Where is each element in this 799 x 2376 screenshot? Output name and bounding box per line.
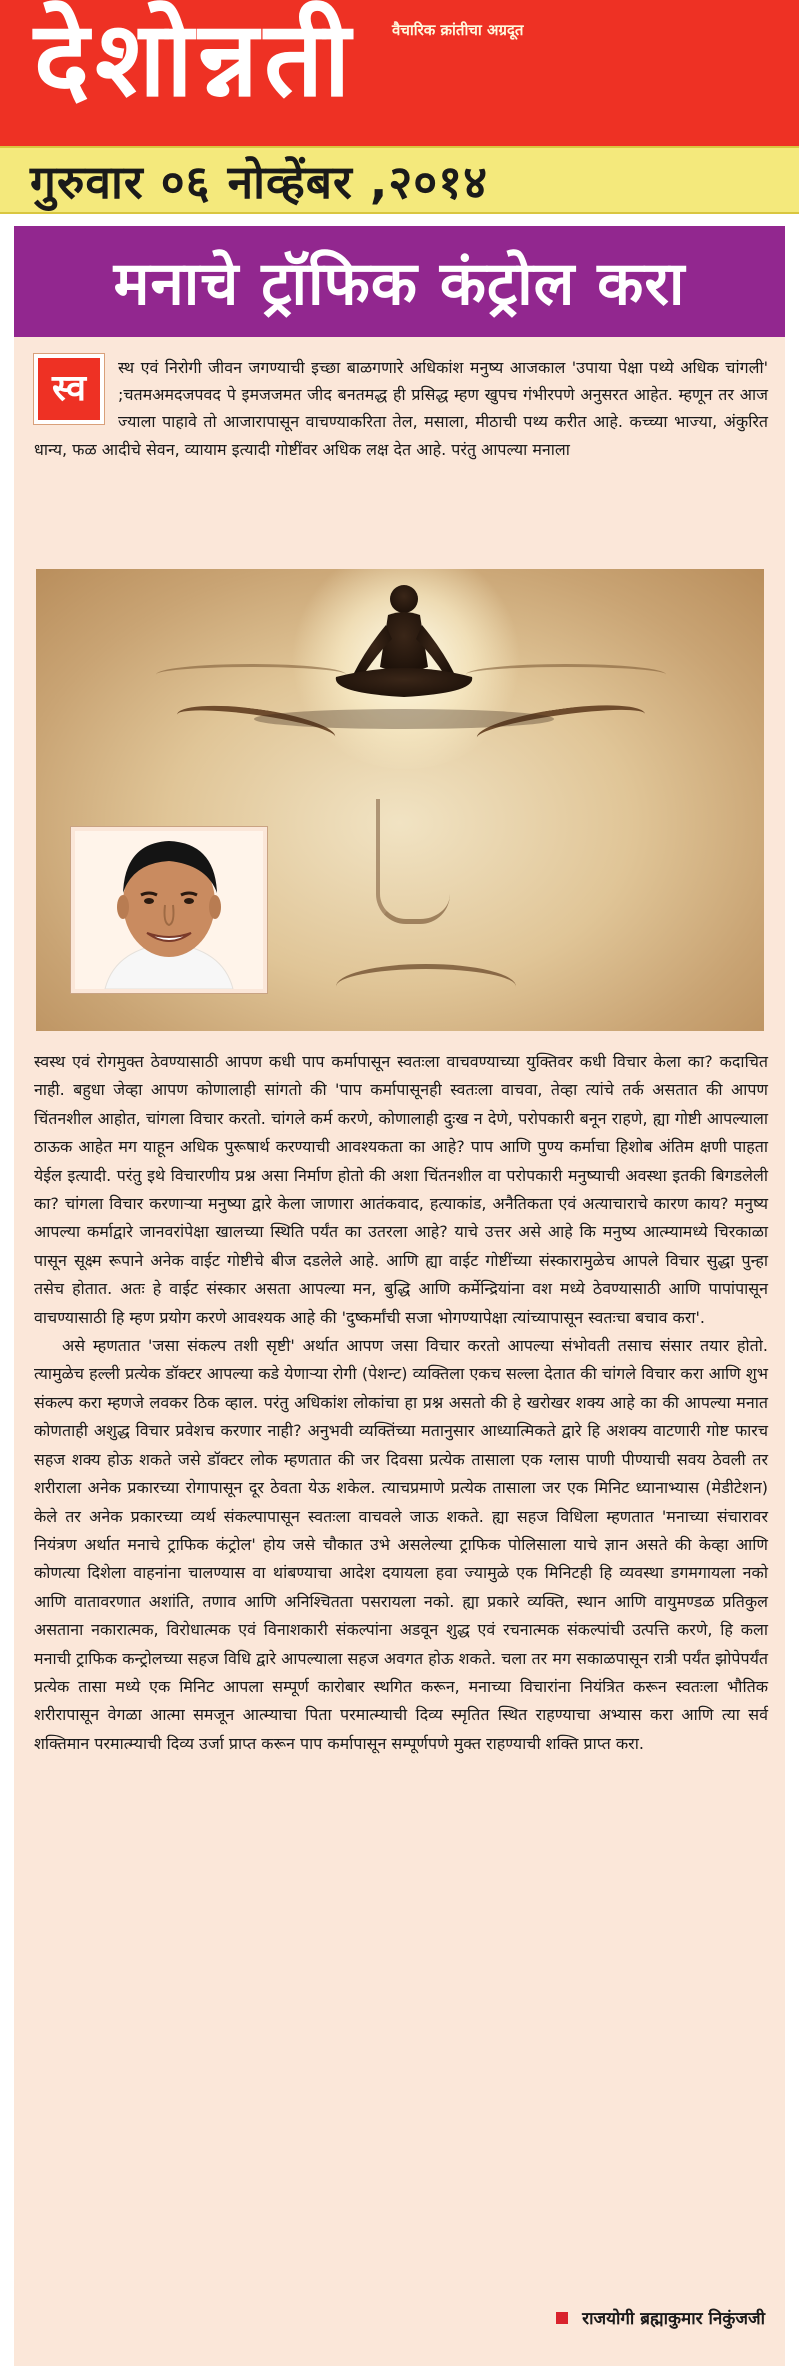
author-photo-frame	[75, 831, 263, 989]
dropcap-logo: स्व	[34, 354, 104, 424]
article-headline: मनाचे ट्रॉफिक कंट्रोल करा	[113, 249, 686, 319]
author-name: राजयोगी ब्रह्माकुमार निकुंजजी	[582, 2309, 765, 2329]
publication-date: गुरुवार ०६ नोव्हेंबर ,२०१४	[30, 155, 488, 209]
newspaper-name: देशोन्नती	[34, 0, 357, 120]
article	[14, 226, 785, 2366]
author-photo	[70, 826, 268, 994]
article-intro	[34, 354, 768, 463]
body-paragraph: असे म्हणतात 'जसा संकल्प तशी सृष्टी' अर्थात आपण जसा विचार करतो आपल्या संभोवती तसाच संसार तयार होतो. त्यामुळेच हल्ली प्रत्येक डॉक्टर आपल्या कडे येणाऱ्या रोगी (पेशन्ट) व्यक्तिला एकच सल्ला देतात की चांगले विचार करा आणि शुभ संकल्प करा म्हणजे लवकर ठिक व्हाल. परंतु अधिकांश लोकांचा हा प्रश्न असतो की हे खरोखर शक्य आहे का की आपल्या मनात कोणताही अशुद्ध विचार प्रवेशच करणार नाही? अनुभवी व्यक्तिंच्या मतानुसार आध्यात्मिकते द्वारे हि अशक्य वाटणारी गोष्ट फारच सहज शक्य होऊ शकते जसे डॉक्टर लोक म्हणतात की जर दिवसा प्रत्येक तासाला एक ग्लास पाणी पीण्याची सवय ठेवली तर शरीराला अनेक प्रकारच्या रोगापासून दूर ठेवता येऊ शकेल. त्याचप्रमाणे प्रत्येक तासाला जर एक मिनिट ध्यानाभ्यास (मेडीटेशन) केले तर अनेक प्रकारच्या व्यर्थ संकल्पापासून स्वतःला वाचवले जाऊ शकते. ह्या सहज विधिला म्हणतात 'मनाच्या संचारावर नियंत्रण अर्थात मनाचे ट्राफिक कंट्रोल' होय जसे चौकात उभे असलेल्या ट्राफिक पोलिसाला याचे ज्ञान असते की केव्हा आणि कोणत्या दिशेला वाहनांना चालण्यास वा थांबण्याचा आदेश दयायला हवा ज्यामुळे एक मिनिटही हि व्यवस्था डगमगायला नको आणि वातावरणात अशांति, तणाव आणि अनिश्चितता पसरायला नको. ह्या प्रकारे व्यक्ति, स्थान आणि वायुमण्डळ प्रतिकुल असताना नकारात्मक, विरोधात्मक एवं विनाशकारी संकल्पांना अडवून शुद्ध एवं रचनात्मक संकल्पांची उत्पत्ति करणे, हि कला मनाची ट्राफिक कन्ट्रोलच्या सहज विधि द्वारे आपल्याला सहज अवगत होऊ शकते. चला तर मग सकाळपासून रात्री पर्यंत झोपेपर्यंत प्रत्येक तासा मध्ये एक मिनिट आपला सम्पूर्ण कारोबार स्थगित करून, मनाच्या विचारांना नियंत्रित करून स्वतःला भौतिक शरीरापासून वेगळा आत्मा समजून आत्म्याचा पिता परमात्म्याची दिव्य स्मृतित स्थित राहण्याचा अभ्यास करा आणि त्या सर्व शक्तिमान परमात्म्याची दिव्य उर्जा प्राप्त करून पाप कर्मापासून सम्पूर्णपणे मुक्त राहण्याची शक्ति प्राप्त करा.	[34, 1336, 768, 1753]
newspaper-tagline: वैचारिक क्रांतीचा अग्रदूत	[392, 21, 524, 39]
red-square-bullet-icon	[556, 2312, 568, 2324]
article-body	[34, 1048, 768, 1758]
masthead	[0, 0, 799, 146]
dateline	[0, 146, 799, 214]
body-paragraph: स्वस्थ एवं रोगमुक्त ठेवण्यासाठी आपण कधी पाप कर्मापासून स्वतःला वाचवण्याच्या युक्तिवर कधी विचार केला का? कदाचित नाही. बहुधा जेव्हा आपण कोणालाही सांगतो की 'पाप कर्मापासूनही स्वतःला वाचवा, तेव्हा त्यांचे तर्क असतात की आपण चिंतनशील आहोत, चांगला विचार करतो. चांगले कर्म करणे, कोणालाही दुःख न देणे, परोपकारी बनून राहणे, ह्या गोष्टी आपल्याला ठाऊक आहेत मग याहून अधिक पुरूषार्थ करण्याची आवश्यकता का आहे? पाप आणि पुण्य कर्माचा हिशोब अंतिम क्षणी पाहता येईल इत्यादी. परंतु इथे विचारणीय प्रश्न असा निर्माण होतो की अशा चिंतनशील वा परोपकारी मनुष्याची अवस्था इतकी बिगडलेली का? चांगला विचार करणाऱ्या मनुष्या द्वारे केला जाणारा आतंकवाद, हत्याकांड, अनैतिकता एवं अत्याचाराचे कारण काय? मनुष्य आपल्या कर्माद्वारे जानवरांपेक्षा खालच्या स्थिति पर्यंत का उतरला आहे? याचे उत्तर असे आहे कि मनुष्य आत्म्यामध्ये चिरकाळा पासून सूक्ष्म रूपाने अनेक वाईट गोष्टीचे बीज दडलेले आहे. आणि ह्या वाईट गोष्टींच्या संस्कारामुळेच आपले विचार सुद्धा पुन्हा तसेच होतात. अतः हे वाईट संस्कार असता आपल्या मन, बुद्धि आणि कर्मेन्द्रियांना वश मध्ये ठेवण्यासाठी आणि पापांपासून वाचण्यासाठी हि म्हण प्रयोग करणे आवश्यक आहे की 'दुष्कर्मांची सजा भोगण्यापेक्षा त्यांच्यापासून स्वतःचा बचाव करा'.	[34, 1052, 768, 1327]
author-portrait-icon	[75, 831, 263, 989]
headline-band	[14, 226, 785, 337]
byline	[556, 2306, 765, 2329]
intro-text: स्थ एवं निरोगी जीवन जगण्याची इच्छा बाळगणारे अधिकांश मनुष्य आजकाल 'उपाया पेक्षा पथ्ये अधिक चांगली' ;चतमअमदजपवद पे इमजजमत जीद बनतमद्ध ही प्रसिद्ध म्हण खुपच गंभीरपणे अनुसरत आहेत. म्हणून तर आज ज्याला पाहावे तो आजारापासून वाचण्याकरिता तेल, मसाला, मीठाची पथ्य करीत आहे. कच्च्या भाज्या, अंकुरित धान्य, फळ आदीचे सेवन, व्यायाम इत्यादी गोष्टींवर अधिक लक्ष देत आहे. परंतु आपल्या मनाला	[34, 358, 768, 459]
